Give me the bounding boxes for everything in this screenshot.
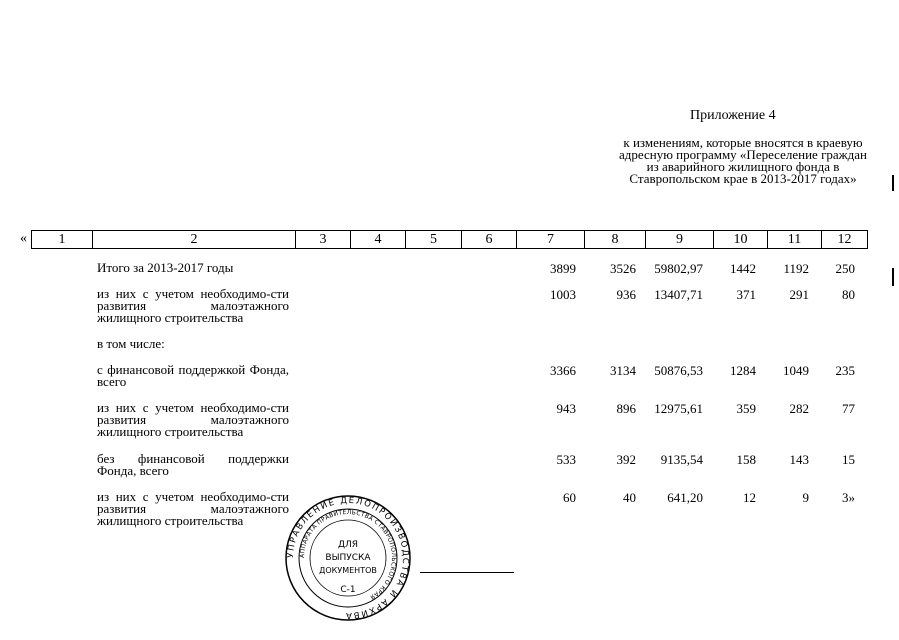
row-label: из них с учетом необходимо-сти развития малоэтажного жилищного строительства (97, 286, 289, 325)
header-cell: 9 (646, 231, 714, 249)
row-label: из них с учетом необходимо-сти развития малоэтажного жилищного строительства (97, 400, 289, 439)
cell-value: 3899 (550, 261, 576, 276)
cell-value: 641,20 (667, 490, 703, 505)
row-label: из них с учетом необходимо-сти развития малоэтажного жилищного строительства (97, 489, 289, 528)
cell-value: 59802,97 (654, 261, 703, 276)
row-label: в том числе: (97, 336, 165, 351)
header-cell: 8 (585, 231, 646, 249)
margin-mark (892, 175, 894, 191)
cell-value: 9 (802, 490, 809, 505)
stamp-center-line: ВЫПУСКА (325, 553, 371, 563)
cell-value: 282 (789, 401, 809, 416)
margin-mark (892, 268, 894, 286)
stamp-inner-text: АППАРАТА ПРАВИТЕЛЬСТВА СТАВРОПОЛЬСКОГО КРАЯ (298, 508, 398, 601)
row-label: Итого за 2013-2017 годы (97, 260, 234, 275)
appendix-description: к изменениям, которые вносятся в краевую адресную программу «Переселение граждан из аварийного жилищного фонда в Ставропольском крае в 2013-2017 годах» (619, 135, 867, 186)
cell-value: 13407,71 (654, 287, 703, 302)
header-cell: 5 (406, 231, 462, 249)
cell-value: 896 (616, 401, 636, 416)
header-cell: 4 (351, 231, 406, 249)
cell-value: 3526 (610, 261, 636, 276)
cell-value: 943 (556, 401, 576, 416)
header-cell: 3 (296, 231, 351, 249)
stamp-center-line: ДОКУМЕНТОВ (319, 566, 377, 575)
cell-value: 1442 (730, 261, 756, 276)
cell-value: 1192 (783, 261, 809, 276)
cell-value: 1003 (550, 287, 576, 302)
cell-value: 359 (736, 401, 756, 416)
appendix-title: Приложение 4 (690, 108, 776, 123)
cell-value: 3366 (550, 363, 576, 378)
cell-value: 235 (835, 363, 855, 378)
quote-open: « (20, 231, 27, 246)
official-stamp (284, 494, 412, 622)
row-label: без финансовой поддержки Фонда, всего (97, 451, 289, 478)
cell-value: 77 (842, 401, 855, 416)
cell-value: 143 (789, 452, 809, 467)
cell-value: 291 (789, 287, 809, 302)
cell-value: 60 (563, 490, 576, 505)
header-cell: 7 (517, 231, 585, 249)
cell-value: 158 (736, 452, 756, 467)
cell-value: 392 (616, 452, 636, 467)
header-cell: 10 (714, 231, 768, 249)
stamp-code: С-1 (340, 585, 356, 595)
column-numbers-header (31, 230, 868, 249)
header-cell: 11 (768, 231, 822, 249)
cell-value: 3134 (610, 363, 636, 378)
cell-value: 50876,53 (654, 363, 703, 378)
signature-line (420, 572, 514, 573)
header-cell: 6 (462, 231, 517, 249)
header-cell: 2 (93, 231, 296, 249)
cell-value: 3» (842, 490, 855, 505)
cell-value: 12 (743, 490, 756, 505)
cell-value: 1284 (730, 363, 756, 378)
stamp-center-line: ДЛЯ (337, 540, 359, 550)
cell-value: 936 (616, 287, 636, 302)
stamp-outer-text: УПРАВЛЕНИЕ ДЕЛОПРОИЗВОДСТВА И АРХИВА (285, 495, 411, 621)
row-label: с финансовой поддержкой Фонда, всего (97, 362, 289, 389)
cell-value: 15 (842, 452, 855, 467)
cell-value: 12975,61 (654, 401, 703, 416)
cell-value: 9135,54 (660, 452, 703, 467)
header-cell: 12 (822, 231, 868, 249)
header-cell: 1 (32, 231, 93, 249)
cell-value: 533 (556, 452, 576, 467)
cell-value: 1049 (783, 363, 809, 378)
cell-value: 250 (835, 261, 855, 276)
cell-value: 40 (623, 490, 636, 505)
cell-value: 371 (736, 287, 756, 302)
cell-value: 80 (842, 287, 855, 302)
